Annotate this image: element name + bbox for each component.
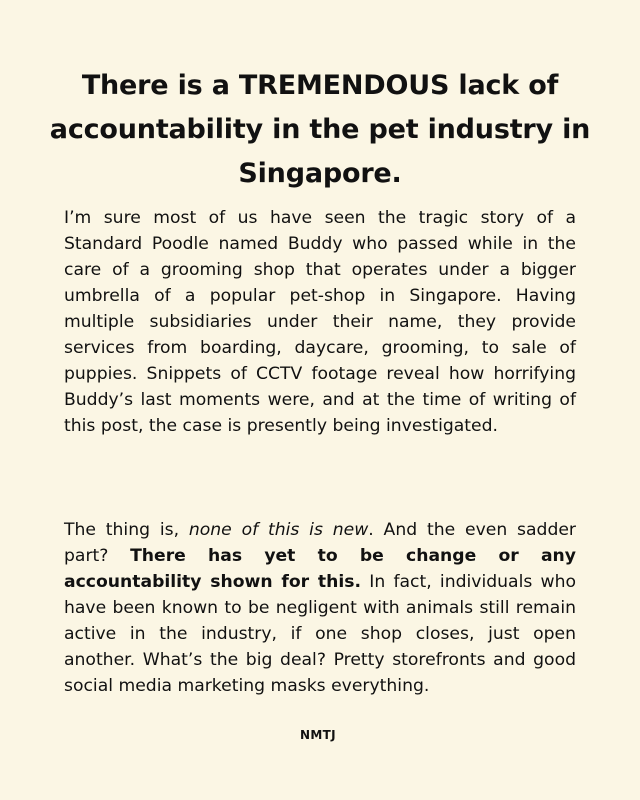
paragraph-text: . And the even sadder part? xyxy=(64,520,576,566)
post-title: There is a TREMENDOUS lack of accountability in the pet industry in Singapore. xyxy=(49,70,591,189)
emphasis-text: none of this is new xyxy=(188,520,369,540)
paragraph-text: In fact, individuals who have been known to be negligent with animals still remain active in the industry, if one shop closes, just open another. What’s the big deal? Pretty storefronts and good social media marketing masks everything. xyxy=(64,572,577,696)
paragraph-intro: I’m sure most of us have seen the tragic story of a Standard Poodle named Buddy who passed while in the care of a grooming shop that operates under a bigger umbrella of a popular pet-shop in Singapore. Having multiple subsidiaries under their name, they provide services from boarding, daycare, grooming, to sale of puppies. Snippets of CCTV footage reveal how horrifying Buddy’s last moments were, and at the time of writing of this post, the case is presently being investigated. xyxy=(64,208,576,436)
bold-statement: There has yet to be change or any accountability shown for this. xyxy=(64,546,576,592)
signature-mark: NMTJ xyxy=(300,728,336,742)
paragraph-text: The thing is, xyxy=(64,520,189,540)
paragraph-accountability xyxy=(64,517,576,699)
